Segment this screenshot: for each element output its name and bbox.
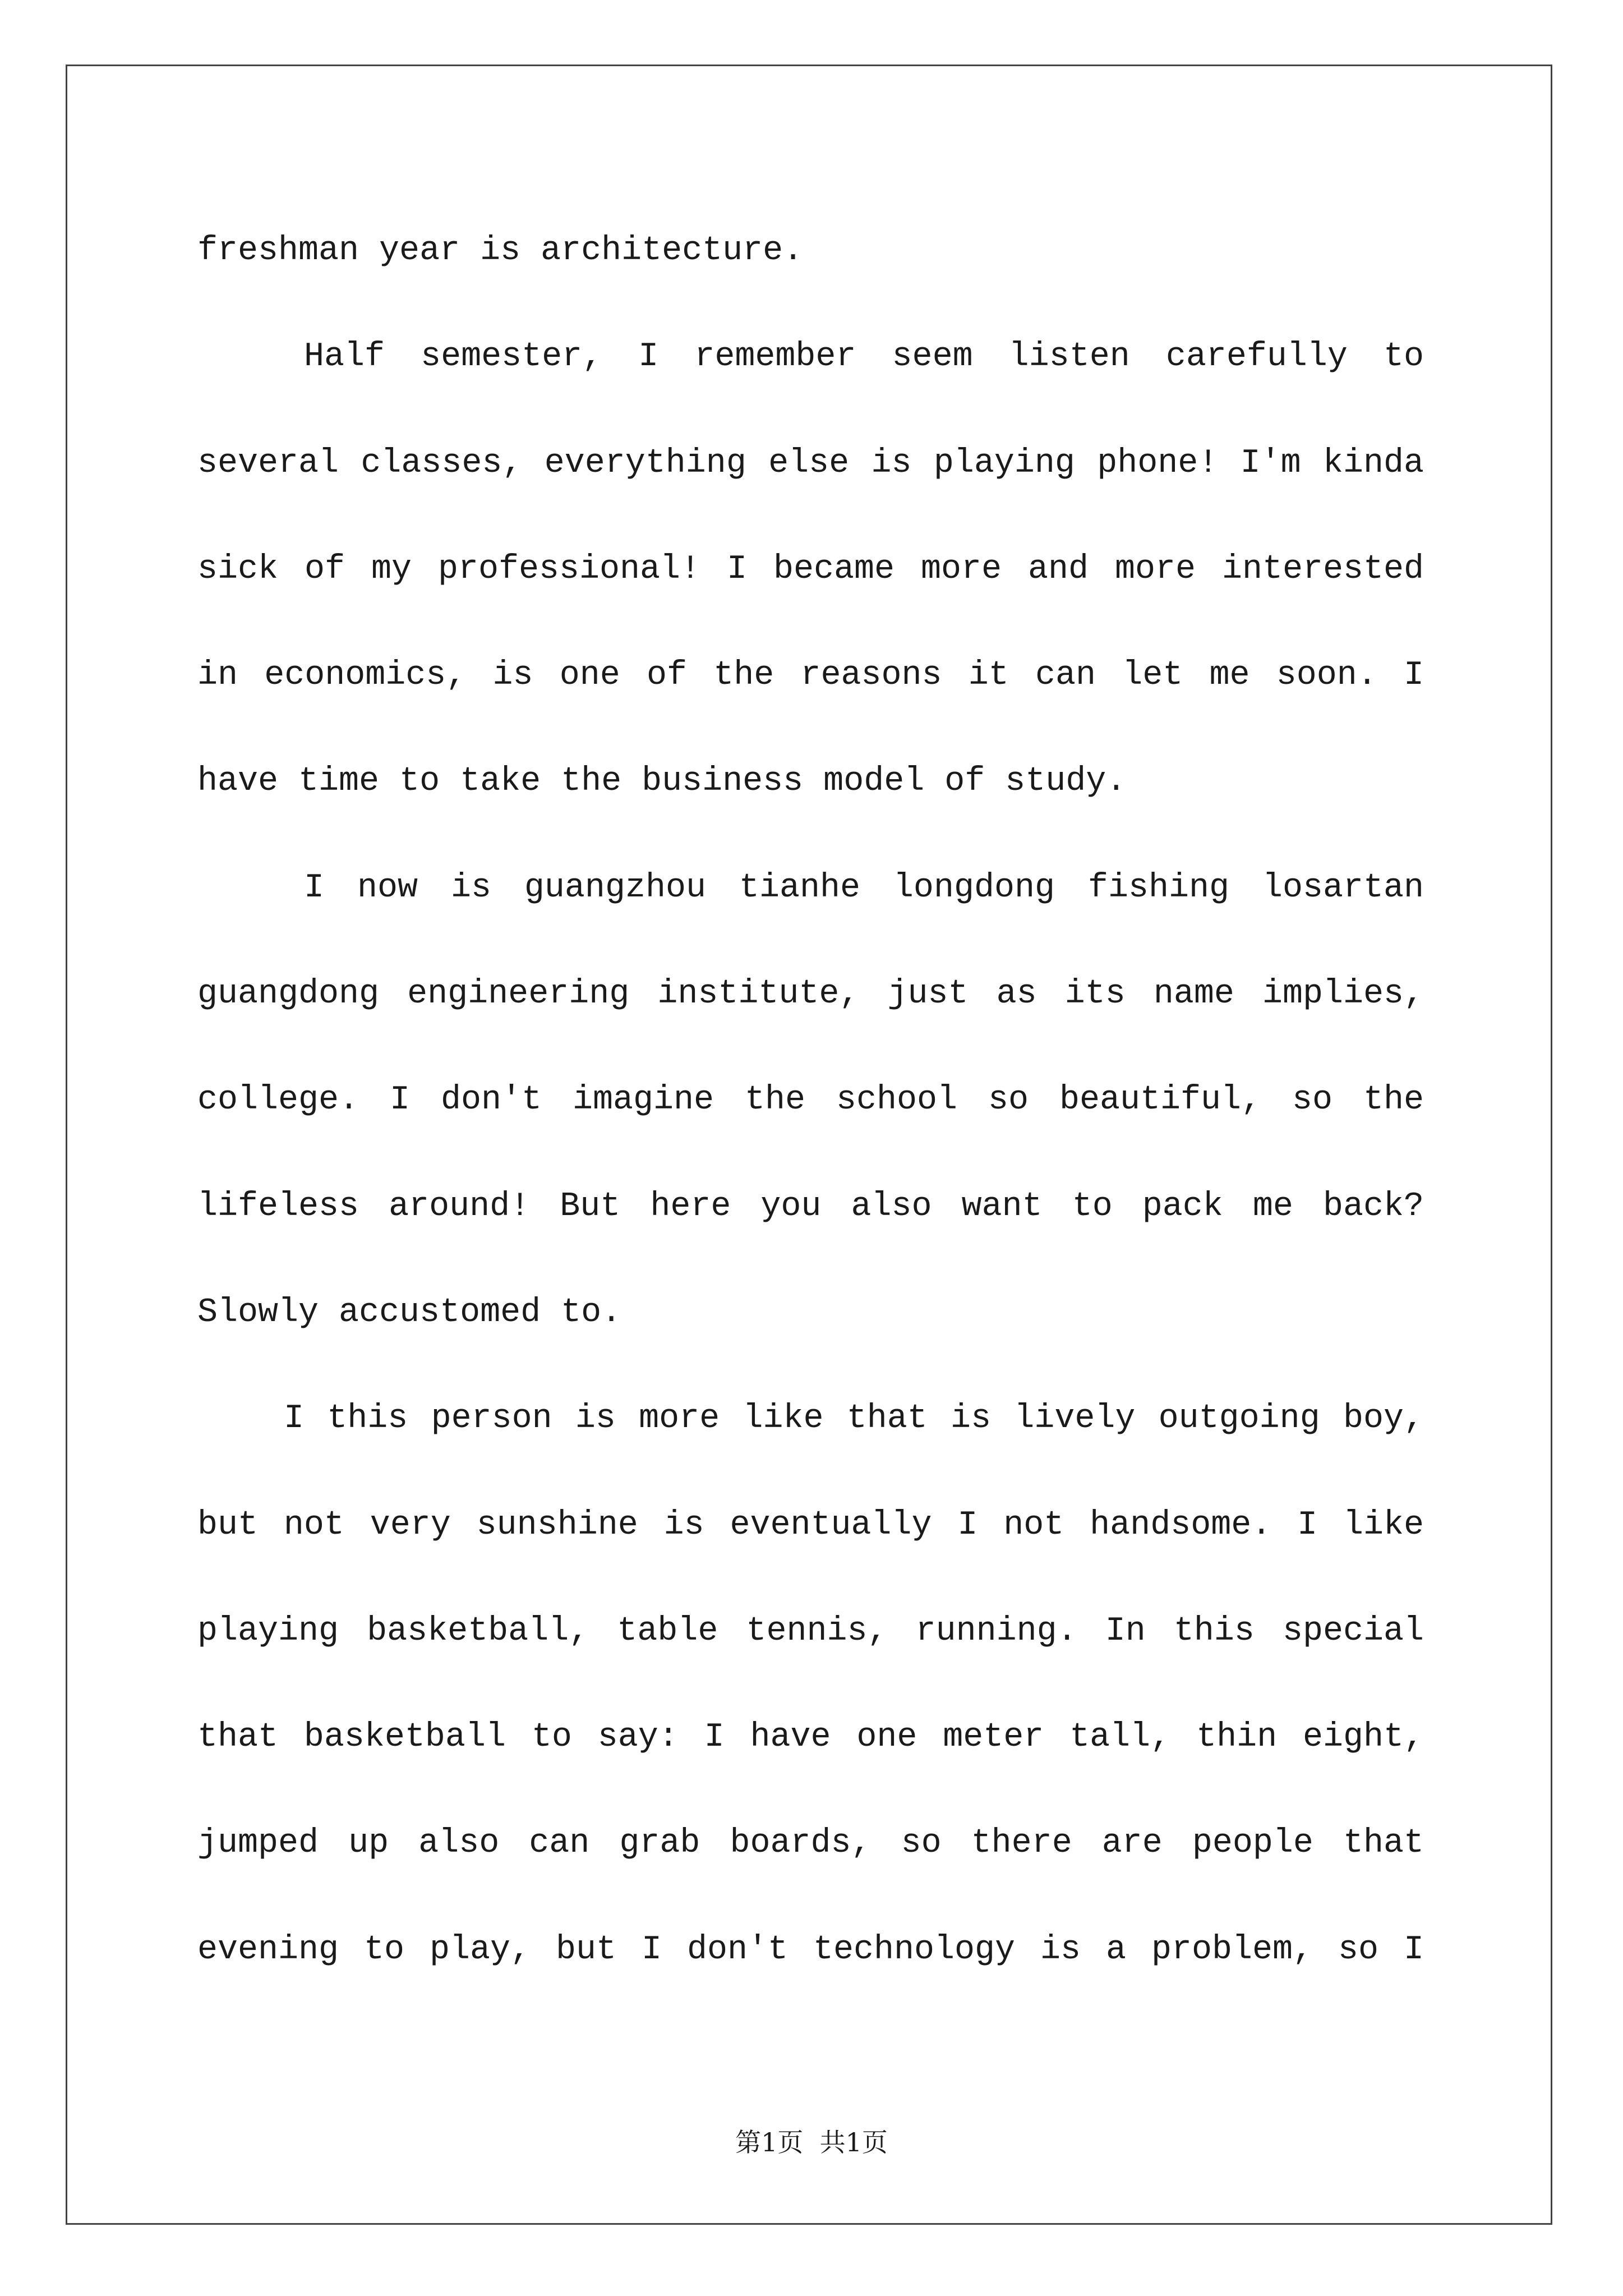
- text-line: Half semester, I remember seem listen carefully to: [304, 338, 1424, 376]
- text-line: that basketball to say: I have one meter tall, thin eight,: [197, 1718, 1424, 1757]
- text-line: freshman year is architecture.: [197, 232, 804, 270]
- paragraph: [197, 835, 1424, 1366]
- paragraph: [197, 304, 1424, 835]
- text-line: sick of my professional! I became more and more interested: [197, 550, 1424, 588]
- text-line: evening to play, but I don't technology is a problem, so I: [197, 1930, 1424, 1969]
- text-line: lifeless around! But here you also want to pack me back?: [197, 1187, 1424, 1226]
- text-line: jumped up also can grab boards, so there are people that: [197, 1824, 1424, 1863]
- paragraph: [197, 1366, 1424, 2003]
- text-line: I now is guangzhou tianhe longdong fishing losartan: [304, 868, 1424, 907]
- paragraph: [197, 198, 1424, 304]
- text-line: I this person is more like that is lively outgoing boy,: [284, 1400, 1424, 1438]
- text-line: guangdong engineering institute, just as its name implies,: [197, 975, 1424, 1014]
- text-line: Slowly accustomed to.: [197, 1293, 622, 1332]
- text-line: several classes, everything else is playing phone! I'm kinda: [197, 444, 1424, 482]
- text-line: have time to take the business model of study.: [197, 762, 1127, 801]
- text-line: in economics, is one of the reasons it can let me soon. I: [197, 656, 1424, 695]
- text-body: [197, 198, 1424, 2003]
- page-number-footer: 第1页 共1页: [735, 2127, 888, 2157]
- text-line: playing basketball, table tennis, running. In this special: [197, 1612, 1424, 1650]
- text-line: but not very sunshine is eventually I not handsome. I like: [197, 1506, 1424, 1544]
- text-line: college. I don't imagine the school so beautiful, so the: [197, 1081, 1424, 1120]
